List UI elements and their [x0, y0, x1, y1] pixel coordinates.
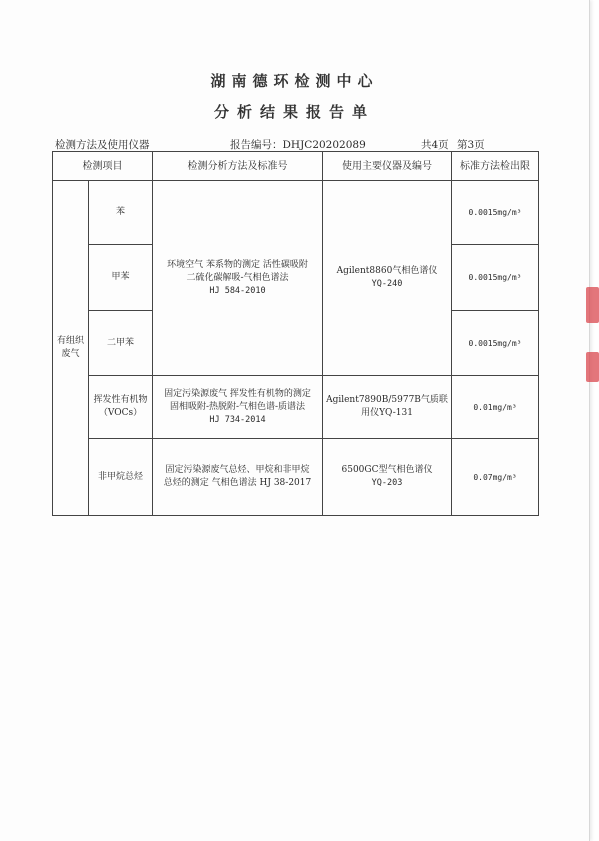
instrument-benzene-series	[323, 181, 452, 376]
method-line: 固定污染源废气总烃、甲烷和非甲烷	[165, 465, 310, 475]
limit-nmhc: 0.07mg/m³	[452, 439, 539, 516]
table-header-row	[53, 152, 539, 181]
seal-stamp-fragment	[586, 287, 599, 323]
seal-stamp-fragment	[586, 352, 599, 382]
report-number: 报告编号：DHJC20202089	[230, 139, 366, 151]
instrument-id: YQ-203	[371, 478, 403, 488]
limit-xylene: 0.0015mg/m³	[452, 311, 539, 376]
method-label: 检测方法及使用仪器	[55, 139, 150, 151]
col-header-item: 检测项目	[53, 152, 153, 181]
total-pages: 共4页	[421, 139, 449, 151]
instrument-line: Agilent7890B/5977B气质联	[326, 395, 448, 405]
col-header-instrument: 使用主要仪器及编号	[323, 152, 452, 181]
limit-vocs: 0.01mg/m³	[452, 376, 539, 439]
col-header-method: 检测分析方法及标准号	[153, 152, 323, 181]
method-standard-no: HJ 734-2014	[209, 414, 266, 425]
org-name: 湖南德环检测中心	[210, 72, 379, 90]
method-nmhc	[153, 439, 323, 516]
item-xylene: 二甲苯	[89, 311, 153, 376]
method-line: 固相吸附-热脱附-气相色谱-质谱法	[169, 401, 306, 412]
method-benzene-series	[153, 181, 323, 376]
group-label	[53, 181, 89, 516]
method-line: 二硫化碳解吸-气相色谱法	[186, 272, 289, 283]
group-label-line1: 有组织	[56, 336, 84, 346]
report-meta	[55, 137, 545, 151]
instrument-nmhc	[323, 439, 452, 516]
instrument-line: Agilent8860气相色谱仪	[336, 266, 438, 276]
instrument-line: 用仪YQ-131	[361, 408, 413, 418]
method-standard-no: HJ 584-2010	[209, 285, 266, 296]
item-benzene: 苯	[89, 181, 153, 245]
method-line: 总烃的测定 气相色谱法 HJ 38-2017	[163, 478, 312, 488]
instrument-line: 6500GC型气相色谱仪	[341, 465, 433, 475]
instrument-vocs	[323, 376, 452, 439]
item-vocs-line1: 挥发性有机物	[93, 395, 148, 405]
instrument-id: YQ-240	[371, 279, 403, 289]
limit-benzene: 0.0015mg/m³	[452, 181, 539, 245]
table-row	[53, 376, 539, 439]
page-number: 第3页	[457, 139, 485, 151]
method-vocs	[153, 376, 323, 439]
method-line: 环境空气 苯系物的测定 活性碳吸附	[167, 259, 308, 270]
item-toluene: 甲苯	[89, 245, 153, 311]
col-header-limit: 标准方法检出限	[452, 152, 539, 181]
doc-title: 分析结果报告单	[213, 103, 375, 121]
limit-toluene: 0.0015mg/m³	[452, 245, 539, 311]
item-vocs-line2: （VOCs）	[98, 408, 143, 418]
item-nmhc: 非甲烷总烃	[89, 439, 153, 516]
analysis-table	[52, 151, 539, 516]
method-line: 固定污染源废气 挥发性有机物的测定	[164, 388, 311, 399]
item-vocs	[89, 376, 153, 439]
group-label-line2: 废气	[61, 349, 80, 359]
table-row	[53, 439, 539, 516]
table-row	[53, 181, 539, 245]
